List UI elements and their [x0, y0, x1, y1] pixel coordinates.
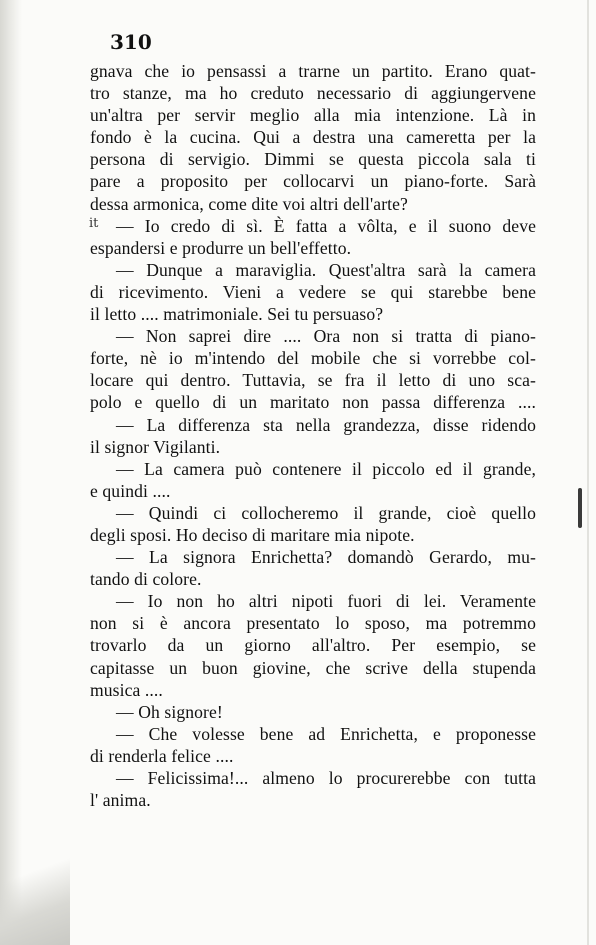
text-line: musica .... — [90, 679, 163, 700]
edge-mark — [578, 488, 582, 528]
text-line: pare a proposito per collocarvi un piano-forte. Sarà — [90, 171, 536, 192]
text-line: capitasse un buon giovine, che scrive della stupenda — [90, 657, 536, 678]
text-line: degli sposi. Ho deciso di maritare mia nipote. — [90, 524, 415, 545]
text-line: — Io non ho altri nipoti fuori di lei. Veramente — [116, 591, 536, 612]
text-line: polo e quello di un maritato non passa differenza .... — [90, 392, 536, 413]
page-edge — [587, 0, 589, 945]
text-line: forte, nè io m'intendo del mobile che si vorrebbe col- — [90, 348, 536, 369]
binding-shadow — [0, 0, 22, 945]
text-line: trovarlo da un giorno all'altro. Per esempio, se — [90, 635, 536, 656]
text-line: — Non saprei dire .... Ora non si tratta di piano- — [116, 326, 536, 347]
text-line: persona di servigio. Dimmi se questa piccola sala ti — [90, 149, 536, 170]
text-line: di renderla felice .... — [90, 745, 234, 766]
text-line: — Io credo di sì. È fatta a vôlta, e il suono deve — [116, 215, 536, 236]
text-line: dessa armonica, come dite voi altri dell'arte? — [90, 193, 408, 214]
body-text — [90, 60, 536, 811]
text-line: — La signora Enrichetta? domandò Gerardo, mu- — [116, 547, 536, 568]
page-curl — [0, 825, 70, 945]
text-line: il letto .... matrimoniale. Sei tu persuaso? — [90, 304, 384, 325]
text-line: — Quindi ci collocheremo il grande, cioè quello — [116, 502, 536, 523]
text-line: — La camera può contenere il piccolo ed il grande, — [116, 458, 536, 479]
text-line: — Che volesse bene ad Enrichetta, e proponesse — [116, 723, 536, 744]
text-line: locare qui dentro. Tuttavia, se fra il letto di uno sca- — [90, 370, 536, 391]
text-line: — Oh signore! — [116, 701, 223, 722]
text-line: l' anima. — [90, 790, 151, 811]
text-line: e quindi .... — [90, 480, 171, 501]
text-line: — Felicissima!... almeno lo procurerebbe con tutta — [116, 768, 536, 788]
text-line: fondo è la cucina. Qui a destra una cameretta per la — [90, 127, 536, 148]
text-line: — La differenza sta nella grandezza, disse ridendo — [116, 414, 536, 435]
page-number: 310 — [110, 30, 152, 54]
text-line: il signor Vigilanti. — [90, 436, 221, 457]
text-line: tando di colore. — [90, 569, 202, 590]
text-line: di ricevimento. Vieni a vedere se qui starebbe bene — [90, 281, 536, 302]
text-line: tro stanze, ma ho creduto necessario di aggiungervene — [90, 83, 536, 104]
text-line: gnava che io pensassi a trarne un partito. Erano quat- — [90, 61, 536, 81]
text-line: un'altra per servir meglio alla mia intenzione. Là in — [90, 105, 536, 126]
text-line: espandersi e produrre un bell'effetto. — [90, 237, 352, 258]
text-line: — Dunque a maraviglia. Quest'altra sarà la camera — [116, 259, 536, 280]
margin-mark: it — [89, 216, 99, 231]
text-line: non si è ancora presentato lo sposo, ma potremmo — [90, 613, 536, 634]
